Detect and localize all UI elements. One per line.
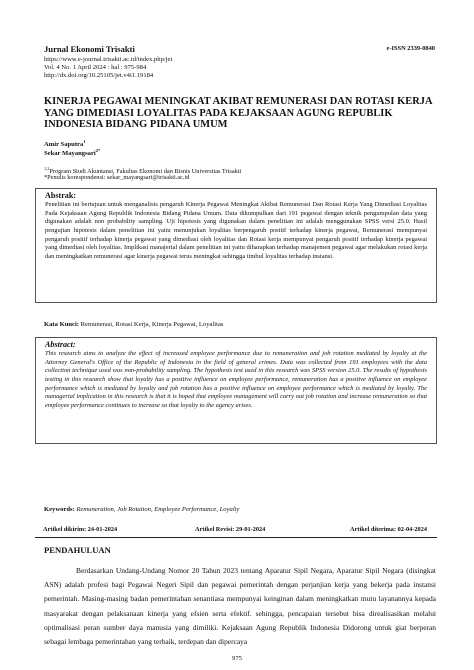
eissn: e-ISSN 2339-0840	[386, 45, 435, 52]
date-received: Artikel dikirim: 24-01-2024	[43, 526, 118, 533]
abstrak-heading: Abstrak:	[45, 191, 77, 200]
abstract-text: This research aims to analyze the effect of increased employee performance due to remuneration and job rotation mediated by loyalty at the Attorney General's Office of the Republic of Indonesia in the field of general crimes. Data was collected from 191 employees with the data collection technique used was non-probability sampling. The hypothesis test used in this research was SPSS version 25.0. The results of hypothesis testing in this research show that loyalty has a positive influence on employee performance, remuneration has a positive influence on employee performance which is mediated by loyalty and job rotation has a positive influence on employee performance which is mediated by loyalty. The managerial implication in this research is that it is hoped that employee management will carry out job rotation and increase remuneration so that employee performance continues to increase so that loyalty to the agency arises.	[45, 350, 427, 409]
doi-link[interactable]: http://dx.doi.org/10.25105/jet.v4i1.19184	[44, 72, 154, 79]
affiliation-sup: 1,2	[44, 166, 50, 171]
author-2	[44, 148, 100, 157]
journal-url[interactable]: https://www.e-journal.trisakti.ac.id/index.php/jet	[44, 56, 173, 63]
author-name: Amir Saputra	[44, 141, 84, 149]
kata-kunci-text: Remunerasi, Rotasi Kerja, Kinerja Pegawai, Loyalitas	[80, 321, 224, 328]
author-sup: 1	[83, 139, 86, 144]
abstract-box	[35, 337, 437, 444]
journal-name: Jurnal Ekonomi Trisakti	[44, 44, 135, 54]
keywords-label: Keywords:	[44, 506, 75, 513]
kata-kunci-label: Kata Kunci:	[44, 321, 79, 328]
date-revised: Artikel Revisi: 29-01-2024	[195, 526, 266, 533]
affiliation-text: Program Studi Akuntansi, Fakultas Ekonomi dan Bisnis Universitas Trisakti	[49, 168, 242, 176]
abstrak-text: Penelitian ini bertujuan untuk menganalisis pengaruh Kinerja Pegawai Meningkat Akibat Remunerasi Dan Rotasi Kerja Yang Dimediasi Loyalitas Pada Kejaksaan Agung Republik Indonesia Bidang Pidana Umum. Data dikumpulkan dari 191 pegawai dengan teknik pengumpulan data yang digunakan adalah non probability sampling. Uji hipotesis yang digunakan dalam penelitian ini adalah menggunakan SPSS versi 25.0. Hasil pengujian hipotesis dalam penelitian ini yaitu menunjukan loyalitas berpengaruh positif terhadap kinerja pegawai, Remunerasi mempunyai pengaruh positif terhadap kinerja pegawai yang dimediasi oleh loyalitas dan Rotasi kerja mempunyai pengaruh positif terhadap kinerja pegawai yang dimediasi oleh loyalitas. Implikasi manajerial dalam penelitian ini yaitu diharapkan terhadap manajemen pegawai agar melakukan rotasi kerja dan meningkatkan remunerasi agar kinerja pegawai terus meningkat sehingga timbul loyalitas terhadap instansi.	[45, 201, 427, 260]
author-name: Sekar Mayangsari	[44, 150, 96, 158]
corresponding-author: *Penulis korespondensi: sekar_mayangsari@trisakti.ac.id	[44, 174, 190, 181]
abstrak-box	[35, 188, 437, 303]
kata-kunci	[44, 321, 223, 328]
date-accepted: Artikel diterima: 02-04-2024	[350, 526, 427, 533]
abstract-heading: Abstract:	[45, 340, 76, 349]
article-dates	[35, 526, 437, 538]
keywords	[44, 506, 239, 513]
page-number: 975	[232, 655, 242, 662]
paper-title: KINERJA PEGAWAI MENINGKAT AKIBAT REMUNERASI DAN ROTASI KERJA YANG DIMEDIASI LOYALITAS PADA KEJAKSAAN AGUNG REPUBLIK INDONESIA BIDANG PIDANA UMUM	[44, 96, 432, 131]
section-heading: PENDAHULUAN	[44, 545, 111, 555]
author-sup: 2*	[95, 148, 101, 153]
keywords-text: Remuneration, Job Rotation, Employee Performance, Loyalty	[76, 506, 240, 513]
volume-info: Vol. 4 No. 1 April 2024 : hal : 975-984	[44, 64, 147, 71]
author-1	[44, 139, 86, 148]
intro-paragraph: Berdasarkan Undang-Undang Nomor 20 Tahun 2023 tentang Aparatur Sipil Negara, Aparatur Sipil Negara (disingkat ASN) adalah profesi bagi Pegawai Negeri Sipil dan pegawai pemerintah dengan perjanjian kerja yang bekerja pada instansi pemerintah. Masing-masing badan pemerintahan senantiasa mempunyai keinginan dalam meningkatkan mutu layanannya kepada masyarakat dengan pelaksanaan kinerja yang efsien serta efektif. sehingga, pencapaian tersebut bisa direalisasikan melalui optimalisasi peran sumber daya manusia yang dimiliki. Kejaksaan Agung Republik Indonesia Didorong untuk giat berperan sebagai lembaga pemerintahan yang terbaik, terdepan dan dipercaya	[44, 566, 436, 647]
